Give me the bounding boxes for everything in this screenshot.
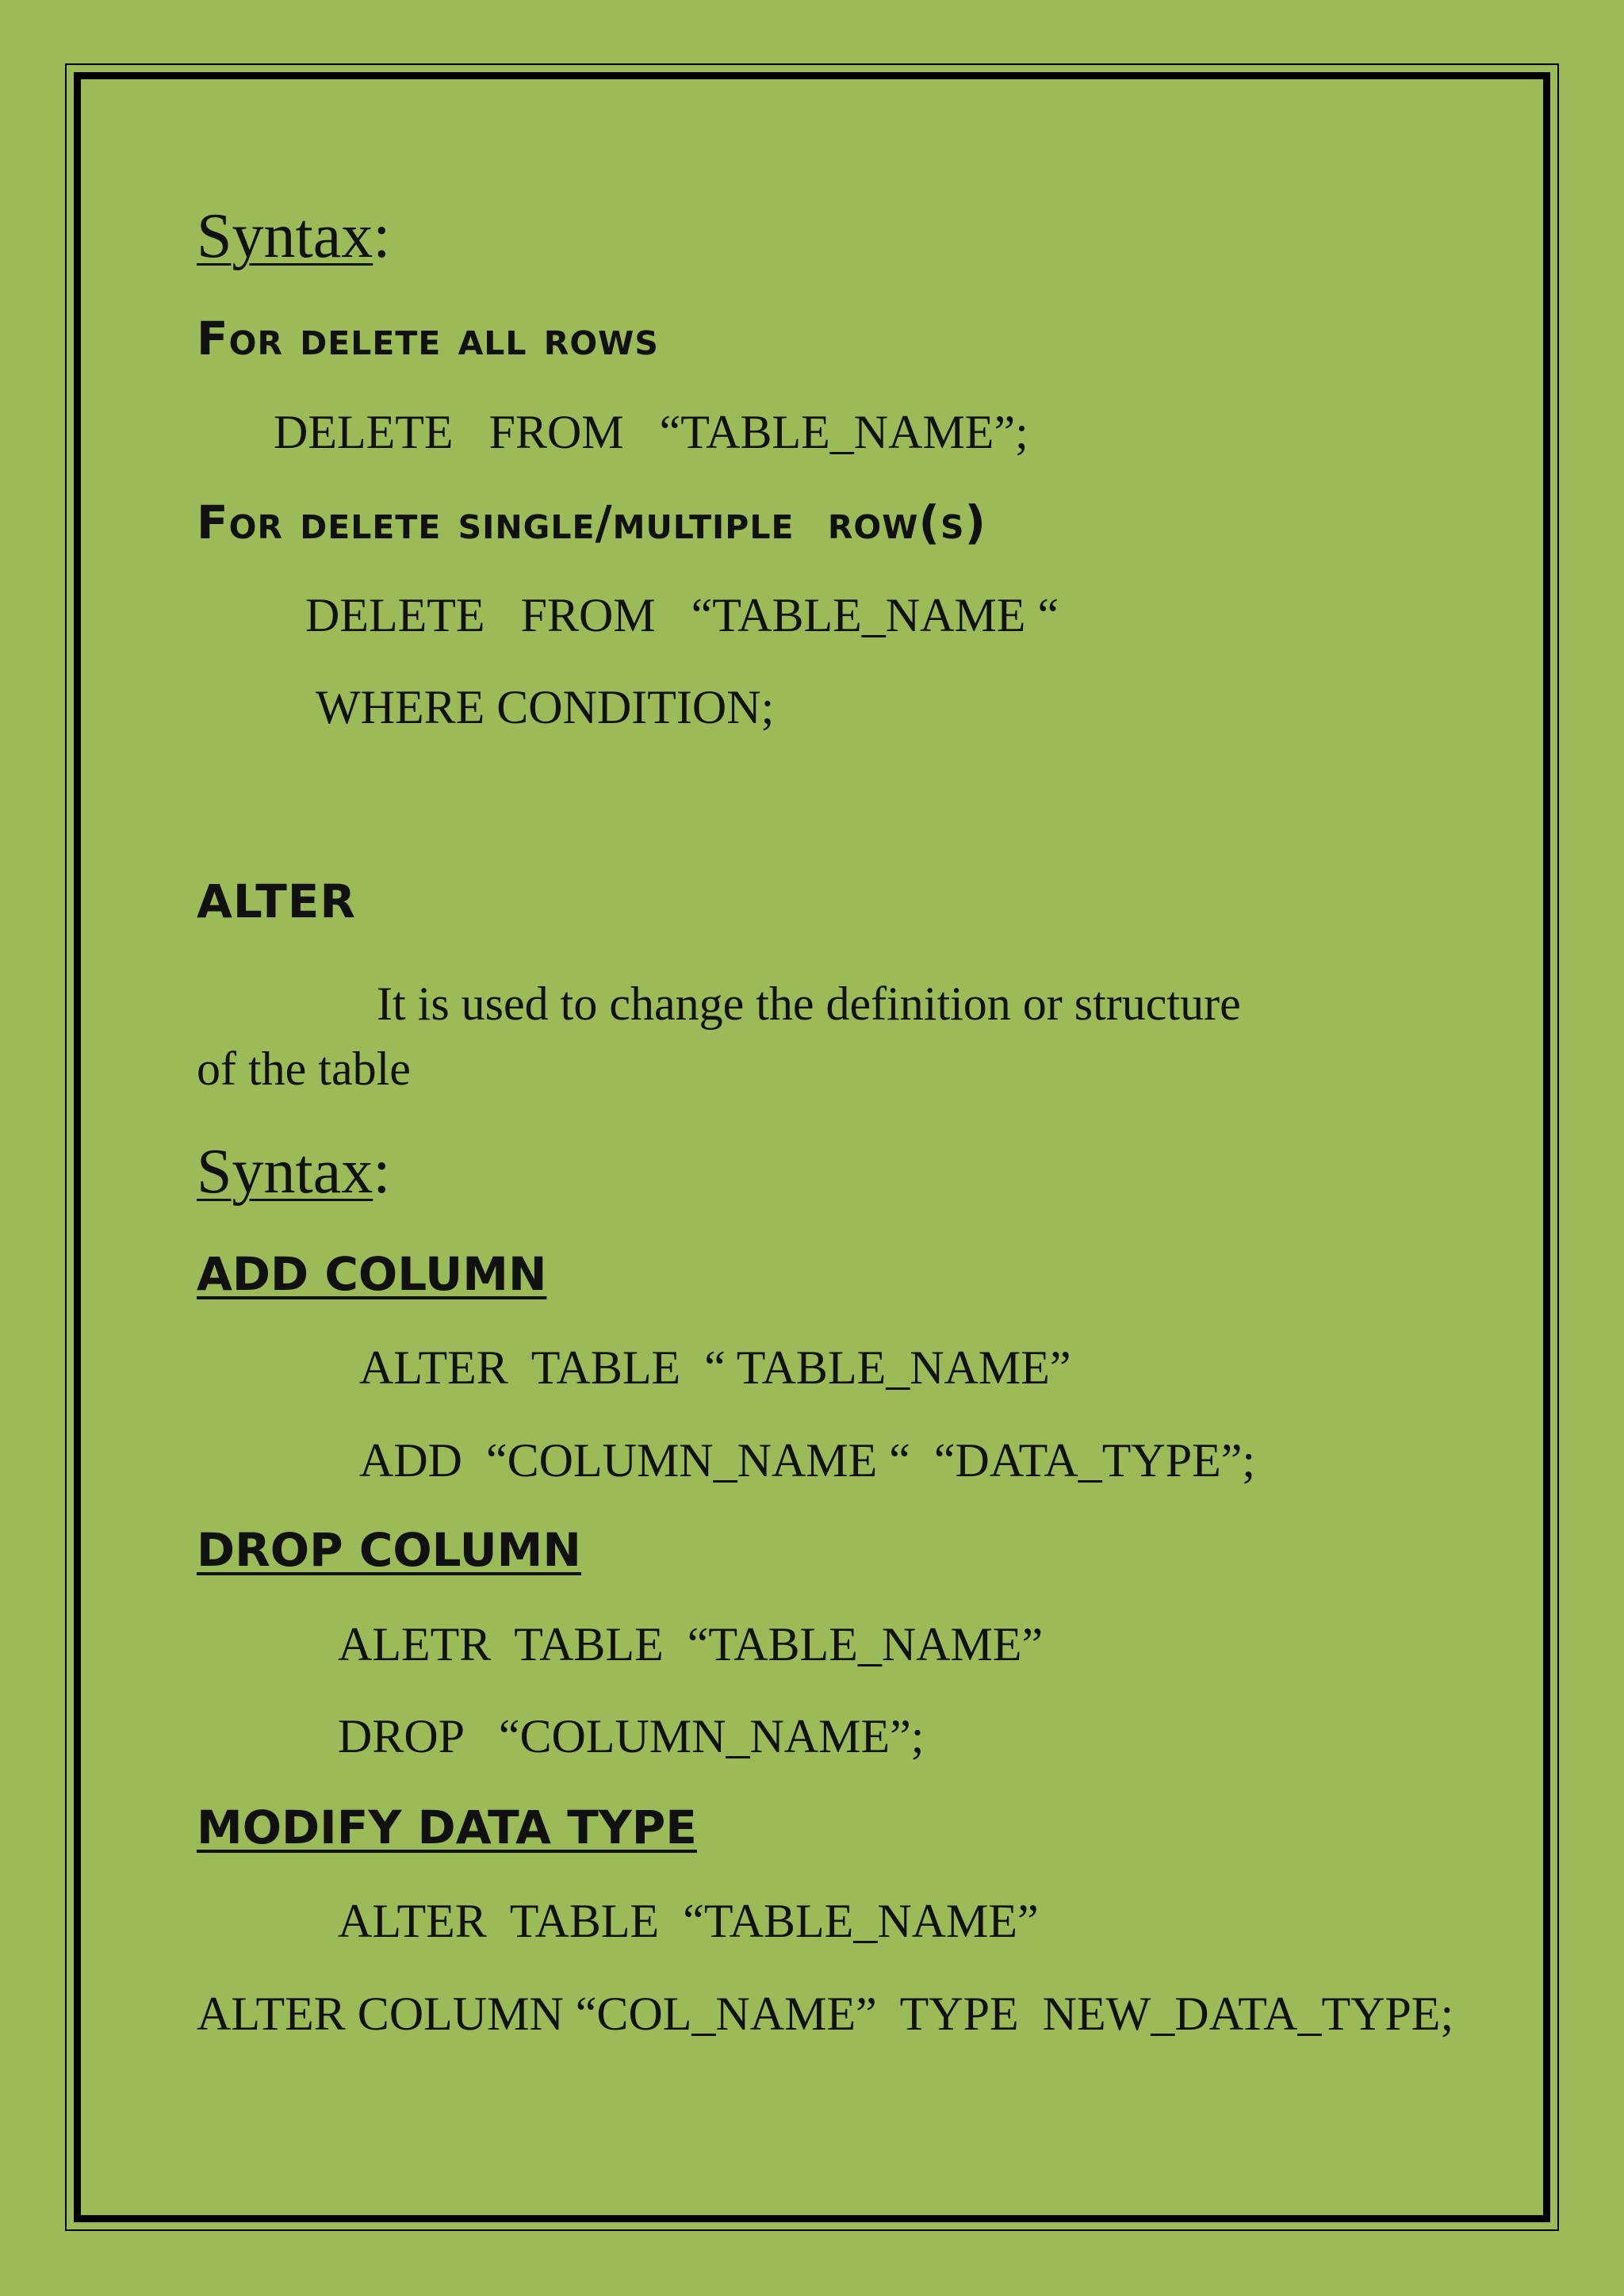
syntax-word: Syntax (197, 201, 373, 271)
drop-column-heading: DROP COLUMN (197, 1523, 581, 1577)
drop-column-code-line-2: DROP “COLUMN_NAME”; (338, 1710, 925, 1762)
add-column-code-line-1: ALTER TABLE “ TABLE_NAME” (359, 1341, 1071, 1394)
syntax-label-2 (197, 1137, 391, 1207)
delete-some-code-line-2: WHERE CONDITION; (316, 681, 775, 733)
drop-column-code-line-1: ALETR TABLE “TABLE_NAME” (338, 1618, 1044, 1670)
syntax-label-1 (197, 201, 391, 271)
add-column-code-line-2: ADD “COLUMN_NAME “ “DATA_TYPE”; (359, 1434, 1256, 1487)
syntax-colon: : (373, 201, 391, 271)
alter-description-line-2: of the table (197, 1043, 411, 1095)
delete-all-heading: For delete all rows (197, 312, 659, 365)
delete-some-heading: For delete single/multiple row(s) (197, 496, 987, 549)
add-column-heading: ADD COLUMN (197, 1247, 547, 1301)
modify-code-line-2: ALTER COLUMN “COL_NAME” TYPE NEW_DATA_TYPE; (197, 1988, 1454, 2040)
modify-code-line-1: ALTER TABLE “TABLE_NAME” (338, 1895, 1039, 1947)
syntax-colon: : (373, 1137, 391, 1207)
delete-all-code: DELETE FROM “TABLE_NAME”; (274, 406, 1028, 458)
alter-heading: ALTER (197, 874, 357, 928)
alter-description-line-1: It is used to change the definition or structure (377, 978, 1241, 1030)
syntax-word: Syntax (197, 1137, 373, 1207)
modify-data-type-heading: MODIFY DATA TYPE (197, 1800, 697, 1854)
delete-some-code-line-1: DELETE FROM “TABLE_NAME “ (305, 589, 1059, 641)
